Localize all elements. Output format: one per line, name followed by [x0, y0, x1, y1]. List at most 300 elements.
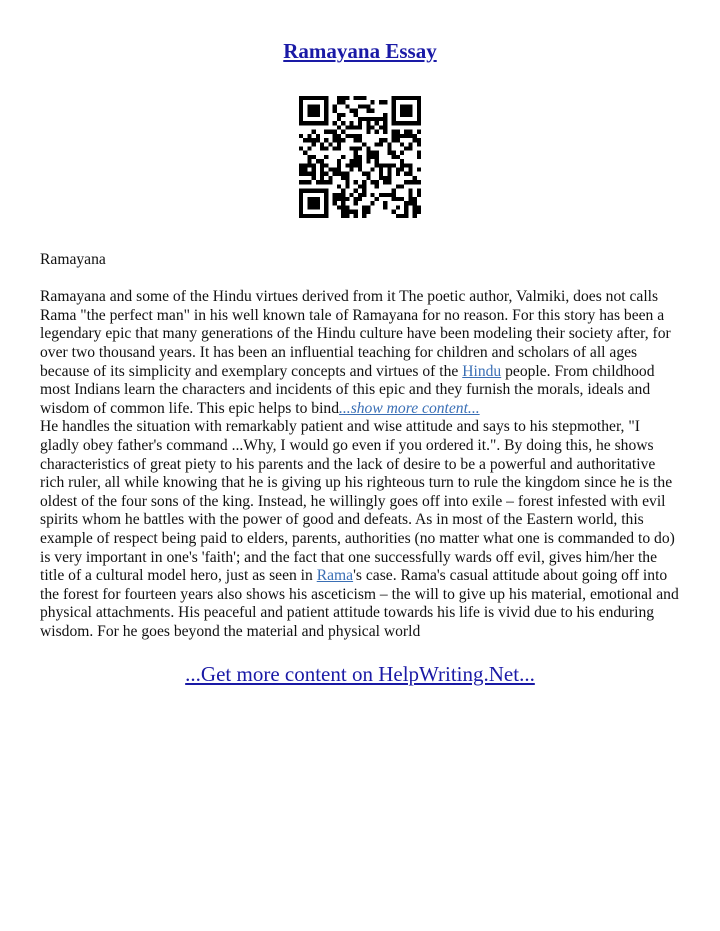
qr-module — [392, 163, 396, 167]
qr-module — [413, 121, 417, 125]
qr-module — [400, 214, 404, 218]
qr-module — [408, 168, 412, 172]
qr-module — [341, 189, 345, 193]
qr-module — [307, 138, 311, 142]
qr-module — [337, 138, 341, 142]
qr-module — [408, 96, 412, 100]
qr-module — [408, 134, 412, 138]
qr-module — [354, 180, 358, 184]
qr-module — [400, 159, 404, 163]
qr-module — [417, 117, 421, 121]
qr-module — [307, 96, 311, 100]
qr-module — [358, 197, 362, 201]
qr-module — [362, 184, 366, 188]
page-title — [0, 38, 720, 64]
qr-module — [312, 96, 316, 100]
qr-module — [404, 96, 408, 100]
qr-module — [320, 121, 324, 125]
qr-module — [312, 104, 316, 108]
qr-module — [375, 130, 379, 134]
qr-module — [345, 184, 349, 188]
qr-module — [349, 168, 353, 172]
qr-module — [408, 121, 412, 125]
qr-module — [358, 146, 362, 150]
paragraph-1-text-a: Ramayana and some of the Hindu virtues derived from it The poetic author, Valmiki, does not calls Rama "the perfect man" in his well known tale of Ramayana for no reason. For this story has been a legendary epic that many generations of the Hindu culture have been modeling their society after, for over two thousand years. It has been an influential teaching for children and scholars of all ages because of its simplicity and exemplary concepts and virtues of the — [40, 288, 671, 380]
qr-module — [383, 138, 387, 142]
qr-module — [362, 193, 366, 197]
paragraph-2-text-a: He handles the situation with remarkably patient and wise attitude and says to his stepmother, "I gladly obey father's command ...Why, I would go even if you ordered it.". By doing this, he shows characteristics of great piety to his parents and the lack of desire to be a powerful and authoritative rich ruler, all while knowing that he is giving up his righteous turn to rule the kingdom since he is the oldest of the four sons of the king. Instead, he willingly goes off into exile – forest infested with evil spirits whom he battles with the power of good and defeats. As in most of the Eastern world, this example of respect being paid to elders, parents, authorities (no matter what one is commanded to do) is very important in one's 'faith'; and the fact that one successfully wards off evil, gives him/her the title of a cultural model hero, just as seen in — [40, 418, 675, 585]
qr-module — [320, 189, 324, 193]
qr-module — [392, 155, 396, 159]
qr-module — [404, 180, 408, 184]
qr-module — [307, 201, 311, 205]
qr-module — [307, 205, 311, 209]
qr-module — [354, 151, 358, 155]
qr-module — [387, 172, 391, 176]
qr-module — [316, 197, 320, 201]
qr-module — [307, 146, 311, 150]
qr-module — [417, 155, 421, 159]
qr-module — [333, 201, 337, 205]
qr-module — [413, 176, 417, 180]
qr-module — [312, 113, 316, 117]
qr-module — [303, 151, 307, 155]
qr-module — [320, 176, 324, 180]
qr-module — [299, 100, 303, 104]
qr-module — [320, 142, 324, 146]
qr-module — [312, 142, 316, 146]
qr-module — [299, 189, 303, 193]
qr-module — [316, 180, 320, 184]
qr-module — [375, 117, 379, 121]
qr-module — [324, 155, 328, 159]
qr-module — [366, 130, 370, 134]
qr-module — [337, 142, 341, 146]
qr-module — [400, 121, 404, 125]
qr-module — [349, 109, 353, 113]
qr-module — [307, 172, 311, 176]
hindu-link[interactable]: Hindu — [462, 362, 502, 380]
qr-module — [307, 197, 311, 201]
qr-module — [307, 134, 311, 138]
qr-module — [299, 180, 303, 184]
qr-module — [366, 159, 370, 163]
qr-module — [303, 163, 307, 167]
qr-module — [345, 172, 349, 176]
qr-module — [400, 168, 404, 172]
qr-module — [324, 201, 328, 205]
qr-module — [316, 109, 320, 113]
qr-module — [341, 193, 345, 197]
qr-module — [404, 146, 408, 150]
qr-module — [354, 197, 358, 201]
qr-module — [345, 205, 349, 209]
qr-module — [345, 180, 349, 184]
qr-module — [307, 214, 311, 218]
rama-link[interactable]: Rama — [316, 567, 354, 585]
qr-module — [358, 134, 362, 138]
qr-module — [362, 104, 366, 108]
qr-module — [324, 117, 328, 121]
qr-module — [324, 189, 328, 193]
qr-module — [316, 113, 320, 117]
qr-module — [324, 96, 328, 100]
qr-module — [379, 138, 383, 142]
qr-module — [396, 96, 400, 100]
qr-module — [362, 189, 366, 193]
qr-module — [345, 197, 349, 201]
qr-module — [417, 193, 421, 197]
qr-module — [371, 180, 375, 184]
qr-module — [312, 121, 316, 125]
qr-module — [387, 142, 391, 146]
qr-module — [375, 142, 379, 146]
qr-module — [303, 180, 307, 184]
qr-module — [396, 155, 400, 159]
qr-module — [404, 172, 408, 176]
qr-module — [408, 104, 412, 108]
qr-module — [396, 214, 400, 218]
qr-module — [337, 117, 341, 121]
qr-module — [354, 189, 358, 193]
qr-module — [333, 130, 337, 134]
qr-module — [400, 134, 404, 138]
qr-module — [316, 159, 320, 163]
qr-module — [417, 109, 421, 113]
qr-module — [417, 151, 421, 155]
qr-module — [366, 109, 370, 113]
qr-module — [371, 109, 375, 113]
qr-module — [349, 193, 353, 197]
qr-module — [408, 180, 412, 184]
qr-module — [392, 151, 396, 155]
qr-module — [341, 113, 345, 117]
qr-module — [387, 151, 391, 155]
qr-module — [349, 159, 353, 163]
qr-module — [354, 134, 358, 138]
qr-module — [307, 189, 311, 193]
qr-module — [396, 134, 400, 138]
qr-module — [358, 193, 362, 197]
qr-module — [396, 168, 400, 172]
essay-body — [40, 251, 680, 641]
qr-module — [383, 176, 387, 180]
qr-module — [299, 109, 303, 113]
qr-module — [358, 163, 362, 167]
qr-module — [417, 100, 421, 104]
qr-module — [408, 193, 412, 197]
qr-module — [320, 214, 324, 218]
qr-module — [408, 163, 412, 167]
qr-module — [307, 113, 311, 117]
qr-module — [413, 197, 417, 201]
qr-module — [400, 163, 404, 167]
qr-module — [400, 142, 404, 146]
qr-module — [328, 180, 332, 184]
qr-module — [383, 205, 387, 209]
qr-module — [366, 104, 370, 108]
qr-module — [408, 142, 412, 146]
qr-module — [354, 163, 358, 167]
qr-module — [341, 210, 345, 214]
qr-module — [312, 130, 316, 134]
qr-module — [299, 210, 303, 214]
qr-module — [345, 176, 349, 180]
qr-module — [417, 121, 421, 125]
qr-module — [299, 96, 303, 100]
qr-module — [333, 109, 337, 113]
qr-module — [307, 180, 311, 184]
qr-module — [404, 130, 408, 134]
qr-module — [396, 172, 400, 176]
get-more-content-link[interactable]: ...Get more content on HelpWriting.Net... — [185, 662, 535, 686]
qr-module — [341, 205, 345, 209]
qr-module — [417, 168, 421, 172]
qr-module — [404, 214, 408, 218]
qr-module — [312, 176, 316, 180]
qr-module — [349, 121, 353, 125]
qr-module — [303, 189, 307, 193]
qr-module — [404, 109, 408, 113]
qr-module — [371, 201, 375, 205]
qr-module — [320, 172, 324, 176]
qr-module — [333, 134, 337, 138]
qr-module — [299, 134, 303, 138]
qr-module — [417, 180, 421, 184]
qr-module — [392, 121, 396, 125]
qr-module — [312, 205, 316, 209]
qr-module — [366, 210, 370, 214]
qr-module — [400, 113, 404, 117]
qr-module — [320, 146, 324, 150]
qr-module — [404, 113, 408, 117]
qr-module — [349, 146, 353, 150]
qr-module — [316, 189, 320, 193]
qr-module — [400, 184, 404, 188]
qr-module — [333, 121, 337, 125]
qr-module — [383, 193, 387, 197]
qr-module — [358, 125, 362, 129]
qr-module — [366, 151, 370, 155]
qr-module — [413, 214, 417, 218]
qr-module — [358, 138, 362, 142]
qr-module — [303, 214, 307, 218]
qr-module — [392, 130, 396, 134]
title-link[interactable]: Ramayana Essay — [283, 39, 437, 63]
qr-module — [303, 138, 307, 142]
qr-module — [337, 205, 341, 209]
qr-module — [341, 121, 345, 125]
qr-module — [354, 109, 358, 113]
qr-module — [383, 201, 387, 205]
qr-module — [345, 163, 349, 167]
qr-module — [312, 168, 316, 172]
qr-module — [303, 96, 307, 100]
qr-module — [408, 146, 412, 150]
qr-module — [324, 197, 328, 201]
qr-module — [324, 109, 328, 113]
qr-module — [375, 121, 379, 125]
qr-module — [408, 189, 412, 193]
qr-module — [299, 172, 303, 176]
qr-module — [375, 197, 379, 201]
qr-module — [354, 214, 358, 218]
qr-module — [349, 163, 353, 167]
qr-module — [362, 172, 366, 176]
qr-module — [303, 168, 307, 172]
qr-module — [404, 205, 408, 209]
qr-module — [408, 109, 412, 113]
qr-module — [362, 205, 366, 209]
qr-module — [400, 96, 404, 100]
qr-module — [324, 138, 328, 142]
qr-module — [392, 138, 396, 142]
qr-module — [383, 117, 387, 121]
qr-module — [307, 159, 311, 163]
qr-code — [299, 96, 421, 218]
qr-module — [299, 168, 303, 172]
qr-module — [312, 189, 316, 193]
qr-module — [303, 172, 307, 176]
qr-module — [320, 163, 324, 167]
qr-module — [417, 138, 421, 142]
qr-module — [341, 100, 345, 104]
qr-module — [324, 193, 328, 197]
qr-module — [324, 214, 328, 218]
qr-module — [312, 155, 316, 159]
qr-module — [316, 121, 320, 125]
qr-module — [362, 214, 366, 218]
qr-module — [358, 104, 362, 108]
essay-subheading: Ramayana — [40, 251, 106, 268]
qr-module — [324, 121, 328, 125]
qr-module — [337, 172, 341, 176]
qr-module — [312, 172, 316, 176]
qr-module — [299, 193, 303, 197]
qr-module — [413, 205, 417, 209]
qr-module — [404, 104, 408, 108]
qr-module — [312, 163, 316, 167]
qr-module — [354, 146, 358, 150]
qr-module — [299, 205, 303, 209]
qr-module — [307, 121, 311, 125]
qr-module — [333, 197, 337, 201]
cta-line — [0, 661, 720, 687]
qr-module — [303, 121, 307, 125]
qr-module — [400, 109, 404, 113]
qr-module — [392, 193, 396, 197]
qr-module — [396, 130, 400, 134]
qr-module — [354, 138, 358, 142]
qr-module — [400, 104, 404, 108]
qr-module — [312, 197, 316, 201]
qr-module — [341, 197, 345, 201]
qr-module — [371, 125, 375, 129]
qr-module — [408, 113, 412, 117]
qr-module — [337, 163, 341, 167]
qr-module — [383, 130, 387, 134]
qr-module — [341, 214, 345, 218]
qr-module — [328, 176, 332, 180]
qr-module — [337, 146, 341, 150]
qr-module — [324, 180, 328, 184]
qr-module — [354, 210, 358, 214]
qr-module — [349, 125, 353, 129]
qr-module — [312, 138, 316, 142]
qr-module — [375, 184, 379, 188]
qr-module — [392, 100, 396, 104]
qr-module — [375, 151, 379, 155]
qr-module — [392, 189, 396, 193]
qr-module — [320, 96, 324, 100]
qr-module — [337, 134, 341, 138]
qr-module — [328, 168, 332, 172]
qr-module — [413, 134, 417, 138]
qr-module — [366, 125, 370, 129]
qr-module — [354, 155, 358, 159]
qr-module — [392, 117, 396, 121]
qr-module — [383, 100, 387, 104]
qr-module — [299, 113, 303, 117]
qr-module — [316, 96, 320, 100]
qr-module — [333, 104, 337, 108]
qr-module — [383, 113, 387, 117]
qr-module — [396, 138, 400, 142]
qr-module — [413, 180, 417, 184]
qr-module — [379, 100, 383, 104]
qr-module — [417, 130, 421, 134]
qr-module — [387, 193, 391, 197]
qr-module — [392, 134, 396, 138]
qr-module — [345, 125, 349, 129]
qr-module — [413, 138, 417, 142]
qr-module — [316, 201, 320, 205]
qr-module — [341, 201, 345, 205]
qr-module — [333, 193, 337, 197]
qr-module — [307, 163, 311, 167]
qr-module — [396, 184, 400, 188]
qr-module — [383, 125, 387, 129]
qr-module — [362, 142, 366, 146]
qr-module — [354, 113, 358, 117]
qr-module — [366, 172, 370, 176]
qr-module — [324, 163, 328, 167]
qr-module — [375, 163, 379, 167]
qr-module — [316, 104, 320, 108]
qr-module — [316, 134, 320, 138]
qr-module — [371, 155, 375, 159]
paragraph-1 — [40, 288, 680, 418]
qr-module — [408, 201, 412, 205]
qr-module — [387, 163, 391, 167]
qr-module — [307, 104, 311, 108]
qr-module — [417, 104, 421, 108]
qr-module — [337, 159, 341, 163]
qr-module — [362, 96, 366, 100]
qr-module — [392, 104, 396, 108]
qr-module — [383, 121, 387, 125]
qr-module — [417, 96, 421, 100]
qr-module — [413, 210, 417, 214]
qr-module — [400, 197, 404, 201]
qr-module — [358, 121, 362, 125]
qr-module — [417, 113, 421, 117]
qr-module — [324, 130, 328, 134]
qr-module — [379, 168, 383, 172]
qr-module — [337, 168, 341, 172]
qr-module — [328, 130, 332, 134]
show-more-link[interactable]: ...show more content... — [339, 399, 480, 417]
